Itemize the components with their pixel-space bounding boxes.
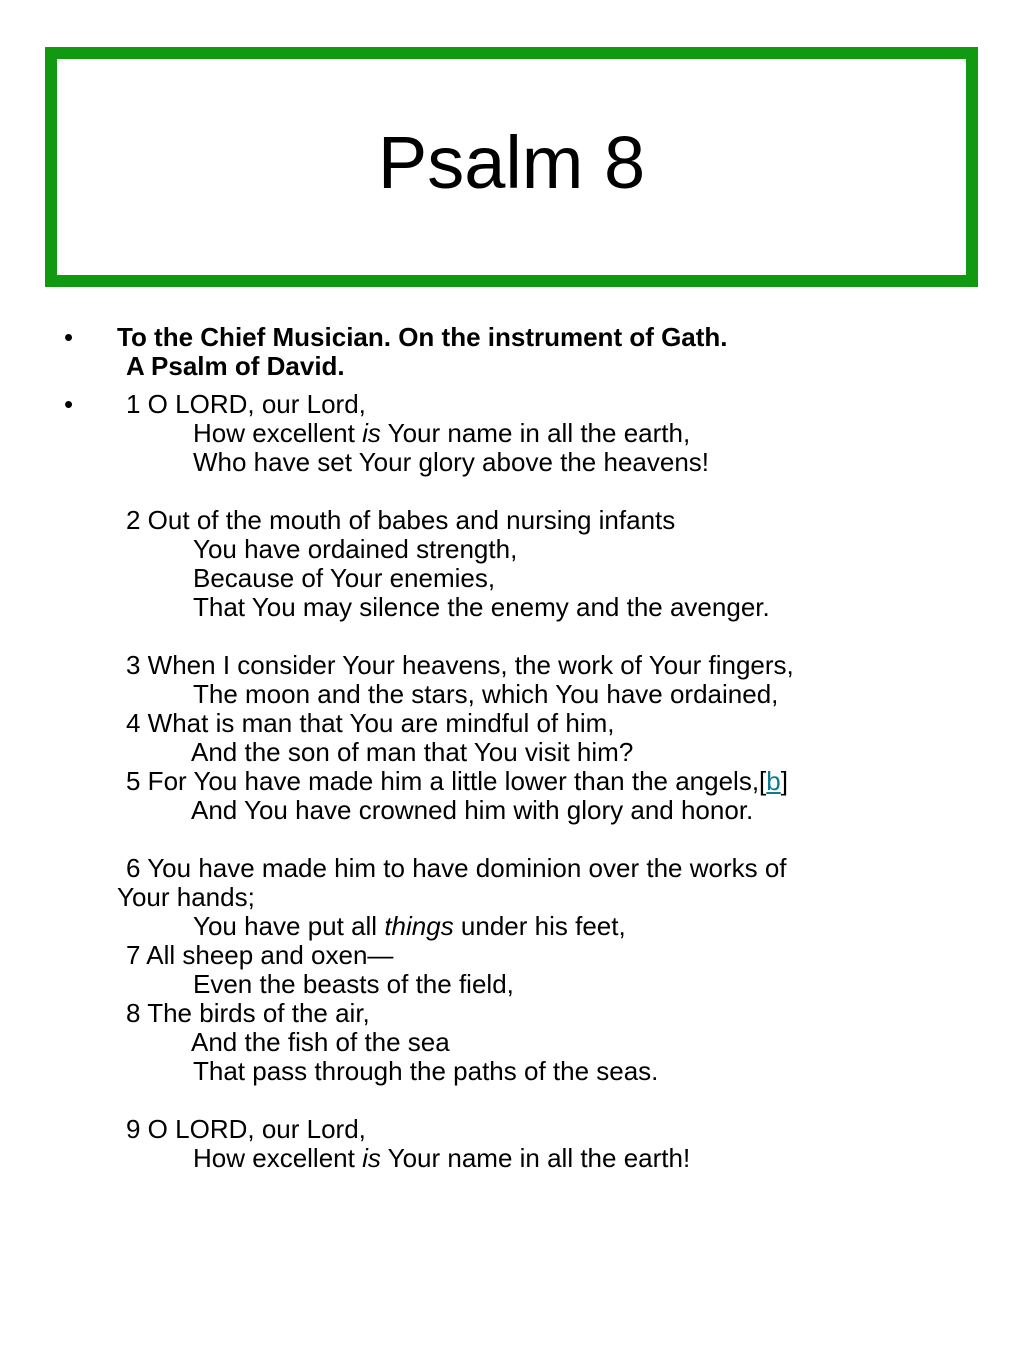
verse-4-line-b: And the son of man that You visit him? [191,737,634,767]
verse-8-line-c: That pass through the paths of the seas. [193,1056,659,1086]
verse-6-line-a-cont: Your hands; [117,882,255,912]
verse-5-line-a: 5 For You have made him a little lower than the angels,[b] [126,766,788,796]
verse-8-line-a: 8 The birds of the air, [126,998,370,1028]
verse-1-line-b: How excellent is Your name in all the earth, [193,418,691,448]
verse-3-line-a: 3 When I consider Your heavens, the work of Your fingers, [126,650,794,680]
verse-1-line-a: 1 O LORD, our Lord, [126,389,366,419]
page-title: Psalm 8 [377,121,646,204]
verse-8-line-b: And the fish of the sea [191,1027,450,1057]
verse-1-line-c: Who have set Your glory above the heavens! [193,447,710,477]
verse-4-line-a: 4 What is man that You are mindful of him, [126,708,615,738]
footnote-b-link[interactable]: b [766,766,781,796]
verse-7-line-a: 7 All sheep and oxen— [126,940,394,970]
verse-3-line-b: The moon and the stars, which You have ordained, [193,679,779,709]
verse-9-line-a: 9 O LORD, our Lord, [126,1114,366,1144]
superscription-line-1: To the Chief Musician. On the instrument of Gath. [117,322,728,352]
verse-2-line-b: You have ordained strength, [193,534,518,564]
verse-6-line-a: 6 You have made him to have dominion over the works of [126,853,787,883]
bullet-1: • [64,322,74,352]
verse-2-line-c: Because of Your enemies, [193,563,496,593]
verse-6-line-b: You have put all things under his feet, [193,911,626,941]
verse-2-line-a: 2 Out of the mouth of babes and nursing infants [126,505,676,535]
verse-7-line-b: Even the beasts of the field, [193,969,514,999]
verse-5-line-b: And You have crowned him with glory and honor. [191,795,754,825]
superscription-line-2: A Psalm of David. [126,351,345,381]
bullet-2: • [64,389,74,419]
verse-2-line-d: That You may silence the enemy and the avenger. [193,592,770,622]
verse-9-line-b: How excellent is Your name in all the earth! [193,1143,691,1173]
